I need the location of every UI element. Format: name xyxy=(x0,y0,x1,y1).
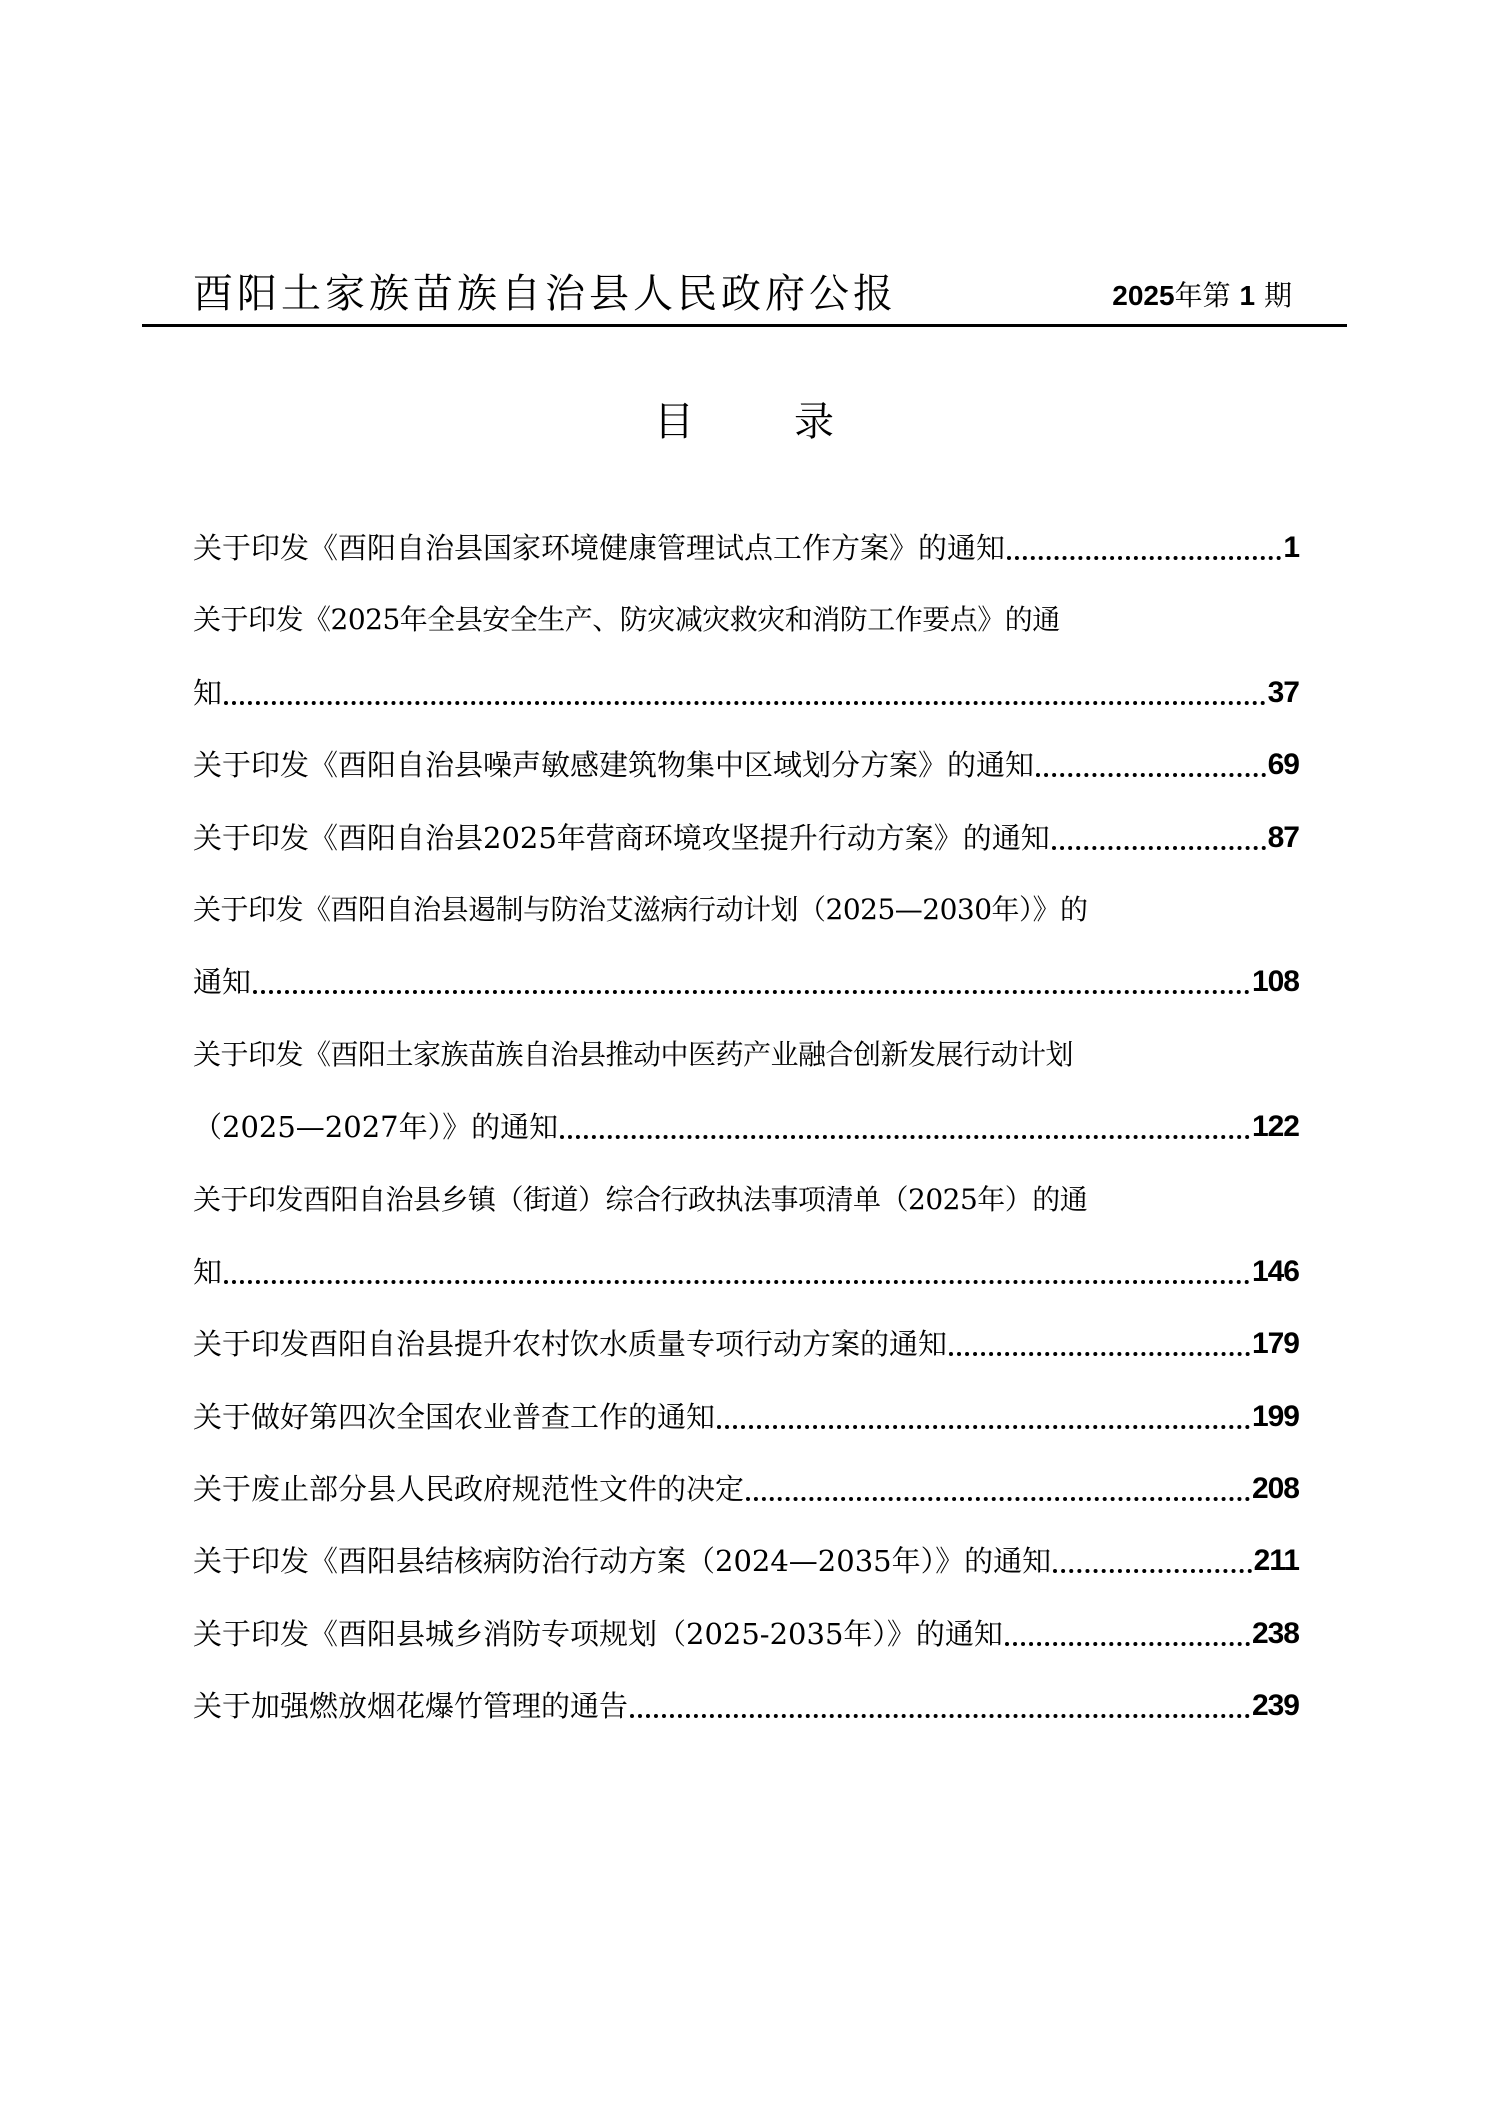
toc-line[interactable] xyxy=(193,1393,1299,1465)
toc-line[interactable] xyxy=(193,524,1299,596)
toc-line[interactable] xyxy=(193,596,1299,668)
gazette-title: 酉阳土家族苗族自治县人民政府公报 xyxy=(193,271,897,317)
dot-leader xyxy=(949,1320,1250,1368)
dot-leader xyxy=(630,1682,1250,1730)
toc-line[interactable] xyxy=(193,1176,1299,1248)
toc-line[interactable] xyxy=(193,1320,1299,1392)
dot-leader xyxy=(1036,741,1266,789)
toc-entry-text: 关于印发《酉阳自治县国家环境健康管理试点工作方案》的通知 xyxy=(193,531,1006,565)
toc-entry-text: （2025—2027年）》的通知 xyxy=(193,1110,559,1145)
dot-leader xyxy=(717,1393,1250,1441)
issue-label xyxy=(1112,276,1292,316)
toc-line[interactable] xyxy=(193,1610,1299,1682)
toc-page-number: 122 xyxy=(1251,1110,1299,1144)
toc-entry-text: 关于印发《2025年全县安全生产、防灾减灾救灾和消防工作要点》的通 xyxy=(193,603,1060,637)
toc-entry-text: 关于印发《酉阳县城乡消防专项规划（2025-2035年）》的通知 xyxy=(193,1616,1003,1651)
toc-line[interactable] xyxy=(193,741,1299,813)
table-of-contents xyxy=(193,524,1299,1755)
toc-line[interactable] xyxy=(193,1682,1299,1754)
toc-entry-text: 关于做好第四次全国农业普查工作的通知 xyxy=(193,1399,716,1434)
toc-entry-text: 通知 xyxy=(193,965,252,1000)
dot-leader xyxy=(1052,814,1266,862)
toc-page-number: 146 xyxy=(1251,1254,1299,1288)
toc-page-number: 108 xyxy=(1251,965,1299,999)
toc-line[interactable] xyxy=(193,1465,1299,1537)
toc-entry-text: 关于印发《酉阳自治县2025年营商环境攻坚提升行动方案》的通知 xyxy=(193,820,1050,855)
toc-line[interactable] xyxy=(193,1537,1299,1609)
toc-page-number: 208 xyxy=(1251,1472,1299,1506)
toc-line[interactable] xyxy=(193,1103,1299,1175)
toc-line[interactable] xyxy=(193,814,1299,886)
toc-page-number: 211 xyxy=(1253,1544,1299,1578)
toc-page-number: 69 xyxy=(1267,748,1299,782)
toc-page-number: 37 xyxy=(1267,675,1299,709)
toc-title xyxy=(0,396,1488,448)
toc-line[interactable] xyxy=(193,1248,1299,1320)
toc-entry-text: 关于印发《酉阳自治县噪声敏感建筑物集中区域划分方案》的通知 xyxy=(193,748,1035,783)
toc-line[interactable] xyxy=(193,958,1299,1030)
toc-page-number: 238 xyxy=(1251,1616,1299,1650)
header-rule xyxy=(142,324,1347,327)
toc-title-part1: 目 xyxy=(654,399,694,445)
toc-line[interactable] xyxy=(193,886,1299,958)
issue-number: 1 xyxy=(1239,280,1256,311)
dot-leader xyxy=(560,1103,1250,1151)
toc-entry-text: 关于印发《酉阳县结核病防治行动方案（2024—2035年）》的通知 xyxy=(193,1544,1052,1579)
toc-entry-text: 知 xyxy=(193,1254,223,1289)
toc-entry-text: 关于加强燃放烟花爆竹管理的通告 xyxy=(193,1689,629,1724)
dot-leader xyxy=(253,958,1250,1006)
toc-entry-text: 关于印发《酉阳土家族苗族自治县推动中医药产业融合创新发展行动计划 xyxy=(193,1037,1074,1071)
toc-entry-text: 关于印发酉阳自治县乡镇（街道）综合行政执法事项清单（2025年）的通 xyxy=(193,1182,1088,1216)
toc-entry-text: 关于印发《酉阳自治县遏制与防治艾滋病行动计划（2025—2030年）》的 xyxy=(193,892,1088,926)
toc-entry-text: 关于印发酉阳自治县提升农村饮水质量专项行动方案的通知 xyxy=(193,1327,948,1362)
toc-page-number: 199 xyxy=(1251,1399,1299,1433)
toc-line[interactable] xyxy=(193,1031,1299,1103)
toc-page-number: 179 xyxy=(1251,1327,1299,1361)
issue-unit: 期 xyxy=(1263,279,1292,312)
toc-entry-text: 知 xyxy=(193,675,223,710)
toc-line[interactable] xyxy=(193,669,1299,741)
toc-title-part2: 录 xyxy=(794,399,834,445)
dot-leader xyxy=(224,669,1266,717)
toc-entry-text: 关于废止部分县人民政府规范性文件的决定 xyxy=(193,1472,745,1507)
dot-leader xyxy=(1005,1610,1250,1658)
toc-page-number: 239 xyxy=(1251,1689,1299,1723)
dot-leader xyxy=(746,1465,1250,1513)
issue-year: 2025 xyxy=(1112,280,1175,311)
dot-leader xyxy=(224,1248,1250,1296)
toc-page-number: 87 xyxy=(1267,820,1299,854)
issue-year-unit: 年第 xyxy=(1174,279,1231,312)
toc-page-number: 1 xyxy=(1283,531,1299,564)
dot-leader xyxy=(1053,1537,1251,1585)
dot-leader xyxy=(1007,524,1281,572)
